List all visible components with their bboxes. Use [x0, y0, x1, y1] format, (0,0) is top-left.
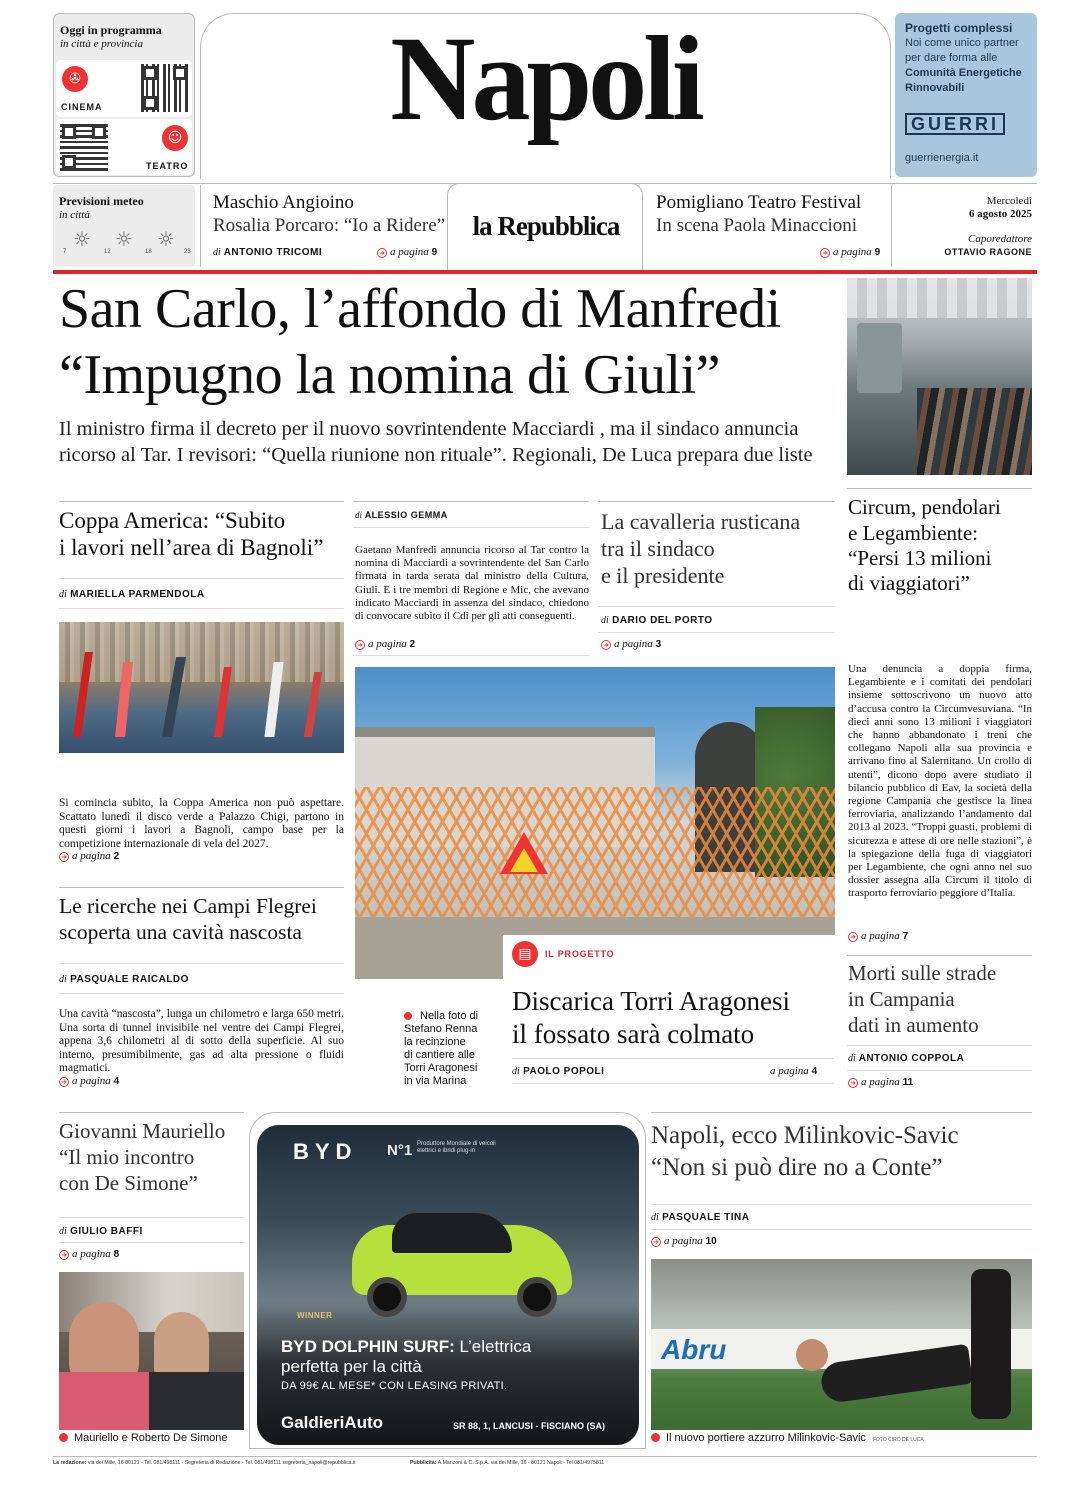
cinema-icon: ✇	[62, 66, 88, 92]
cavalleria-title-1[interactable]: La cavalleria rusticana	[601, 509, 801, 534]
hour-label: 23	[184, 249, 191, 255]
col-rule	[59, 1242, 244, 1243]
col-rule	[59, 887, 344, 888]
footer-rule	[53, 1456, 1037, 1457]
morti-byline: di ANTONIO COPPOLA	[848, 1053, 965, 1064]
ad-line3: per dare forma alle	[905, 52, 998, 64]
promo-apag[interactable]: ➜ a pagina 9	[820, 246, 880, 258]
cavalleria-title-2[interactable]: tra il sindaco	[601, 536, 715, 561]
ad-url[interactable]: guerrienergia.it	[905, 152, 979, 164]
mauriello-title-3[interactable]: con De Simone”	[59, 1171, 198, 1195]
caption-bullet-icon	[59, 1433, 68, 1442]
coppa-title-2[interactable]: i lavori nell’area di Bagnoli”	[59, 535, 324, 560]
weather-box	[53, 185, 195, 267]
ad-line5: Rinnovabili	[905, 82, 965, 94]
ad-line1: Progetti complessi	[905, 21, 1013, 35]
col-rule	[353, 527, 589, 528]
byd-logo: BYD	[293, 1139, 358, 1164]
promo-pomigliano[interactable]	[656, 191, 888, 263]
col-rule	[512, 1058, 834, 1059]
promo-subtitle: Rosalia Porcaro: “Io a Ridere”	[213, 215, 446, 236]
col-rule	[847, 955, 1032, 956]
coppa-title-1[interactable]: Coppa America: “Subito	[59, 508, 286, 533]
coppa-text: Si comincia subito, la Coppa America non può aspettare. Scattato lunedì il disco verde a Palazzo Chigi, partono in questi giorni i lavori a Bagnoli, campo base per la competizione internazionale di vela del 2027.	[59, 797, 344, 850]
bar-divider	[891, 185, 892, 267]
caption-bullet-icon	[651, 1433, 660, 1442]
mauriello-caption: Mauriello e Roberto De Simone	[59, 1432, 227, 1444]
promo-byline: di ANTONIO TRICOMI	[213, 247, 323, 258]
mauriello-byline: di GIULIO BAFFI	[59, 1226, 143, 1237]
col-rule	[651, 1112, 1032, 1113]
coppa-sailing-photo	[59, 622, 344, 753]
weather-title: Previsioni meteo	[59, 194, 144, 208]
circum-apag[interactable]: ➜ a pagina 7	[848, 930, 908, 942]
programma-box	[53, 13, 195, 177]
bar-divider	[200, 185, 201, 267]
circum-title-1[interactable]: Circum, pendolari	[848, 495, 1001, 519]
byd-ad[interactable]	[257, 1125, 639, 1445]
circum-text: Una denuncia a doppia firma, Legambiente e i comitati dei pendolari insieme sottoscrivono un nuovo atto d’accusa contro la Circumvesuviana. “In dieci anni sono 13 milioni i viaggiatori che hanno abbandonato i treni che collegano Napoli alla sua provincia e arrivano fino al Salernitano. Un crollo di utenti”, dicono dopo avere studiato il bilancio pubblico di Eav, la società della regione Campania che gestisce la linea ferroviaria, analizzando l’andamento dal 2013 al 2023. “Troppi guasti, problemi di sicurezza e attese di ore nelle stazioni”, è la spiegazione della fuga di viaggiatori per Legambiente, che ogni anno nel suo dossier assegna alla Circum il titolo di trasporto ferroviario peggiore d’Italia.	[848, 663, 1032, 900]
red-top-rule	[53, 270, 1037, 274]
dealer-address: SR 88, 1, LANCUSI - FISCIANO (SA)	[453, 1421, 606, 1431]
main-deck-2: ricorso al Tar. I revisori: “Quella riunione non rituale”. Regionali, De Luca prepara due liste	[59, 444, 813, 466]
main-headline-2[interactable]: “Impugno la nomina di Giuli”	[59, 344, 720, 406]
campi-text: Una cavità “nascosta”, lunga un chilometro e larga 650 metri. Una sorta di tunnel invisibile nel ventre dei Campi Flegrei, appena 3,6 chilometri al di sotto della superficie. Al suo interno, presumibilmente, gas ad alta pressione o fluidi magmatici.	[59, 1008, 344, 1074]
milinkovic-byline: di PASQUALE TINA	[651, 1212, 750, 1223]
sun-icon: ☼	[157, 227, 175, 251]
discarica-byline: di PAOLO POPOLI	[512, 1066, 605, 1077]
teatro-label: TEATRO	[146, 161, 189, 171]
programma-title: Oggi in programma	[60, 23, 162, 37]
hour-label: 7	[63, 249, 67, 255]
col-rule	[598, 632, 835, 633]
brand-box	[447, 183, 643, 270]
col-rule	[847, 1045, 1032, 1046]
brand-logo: la Repubblica	[472, 211, 620, 241]
coppa-byline: di MARIELLA PARMENDOLA	[59, 589, 205, 600]
campi-title-2[interactable]: scoperta una cavità nascosta	[59, 920, 302, 944]
promo-title: Maschio Angioino	[213, 192, 354, 213]
morti-title-3[interactable]: dati in aumento	[848, 1013, 979, 1037]
col-rule	[651, 1229, 1032, 1230]
coppa-apag[interactable]: ➜ a pagina 2	[59, 850, 119, 862]
main-byline: di ALESSIO GEMMA	[355, 510, 448, 520]
dealer-logo: GaldieriAuto	[281, 1413, 384, 1432]
cavalleria-byline: di DARIO DEL PORTO	[601, 615, 713, 626]
dateline-date: 6 agosto 2025	[969, 208, 1032, 220]
cinema-label: CINEMA	[61, 102, 103, 112]
ad-line4: Comunità Energetiche	[905, 67, 1022, 79]
photo-credit: FOTO CIRO DE LUCA	[872, 1437, 924, 1443]
milinkovic-apag[interactable]: ➜ a pagina 10	[651, 1235, 717, 1247]
discarica-title-2[interactable]: il fossato sarà colmato	[512, 1019, 755, 1049]
byd-headline-2: perfetta per la città	[281, 1357, 422, 1376]
promo-subtitle: In scena Paola Minaccioni	[656, 215, 858, 236]
guerri-ad[interactable]	[895, 13, 1037, 177]
main-apag[interactable]: ➜ a pagina 2	[355, 638, 415, 650]
campi-apag[interactable]: ➜ a pagina 4	[59, 1075, 119, 1087]
milinkovic-title-2[interactable]: “Non si può dire no a Conte”	[651, 1154, 943, 1181]
byd-headline: BYD DOLPHIN SURF: L’elettrica	[281, 1337, 532, 1356]
main-deck-1: Il ministro firma il decreto per il nuovo sovrintendente Macciardi , ma il sindaco annuncia	[59, 418, 799, 440]
main-text: Gaetano Manfredi annuncia ricorso al Tar contro la nomina di Macciardi a sovrintendente del San Carlo firmata in tarda serata dal ministro della Cultura, Giuli. E i tre membri di Regione e Mic, che avevano indicato Macciardi in assenza del sindaco, chiedono di convocare subito il Cdi per gli atti conseguenti.	[355, 544, 589, 623]
mauriello-apag[interactable]: ➜ a pagina 8	[59, 1248, 119, 1260]
milinkovic-photo: Abru	[651, 1259, 1032, 1430]
morti-title-2[interactable]: in Campania	[848, 987, 955, 1011]
dateline	[895, 195, 1032, 259]
caption-bullet-icon	[404, 1012, 412, 1020]
circum-title-3[interactable]: “Persi 13 milioni	[848, 546, 992, 570]
col-rule	[59, 578, 344, 579]
ad-line2: Noi come unico partner	[905, 37, 1019, 49]
masthead-title: Napoli	[390, 11, 701, 146]
main-headline-1[interactable]: San Carlo, l’affondo di Manfredi	[59, 278, 781, 340]
dateline-role: Caporedattore	[968, 233, 1032, 245]
footer-left: La redazione: via dei Mille, 16 80121 - Tel. 081/498111 - Segreteria di Redazione - Tel. 081/498111 segreteria_napoli@repubblica.it	[53, 1460, 356, 1466]
campi-title-1[interactable]: Le ricerche nei Campi Flegrei	[59, 894, 317, 918]
promo-title: Pomigliano Teatro Festival	[656, 192, 862, 213]
col-rule	[59, 1217, 244, 1218]
mauriello-photo	[59, 1272, 244, 1430]
mauriello-title-1[interactable]: Giovanni Mauriello	[59, 1119, 226, 1143]
col-rule	[59, 501, 344, 502]
col-rule	[59, 1112, 244, 1113]
col-rule	[59, 993, 344, 994]
cinema-tile[interactable]	[56, 60, 192, 117]
campi-byline: di PASQUALE RAICALDO	[59, 974, 189, 985]
cavalleria-title-3[interactable]: e il presidente	[601, 563, 725, 588]
promo-apag[interactable]: ➜ a pagina 9	[377, 246, 437, 258]
guerri-logo: GUERRI	[905, 113, 1005, 135]
car-image	[332, 1195, 592, 1315]
progetto-icon: ▤	[512, 941, 538, 967]
footer-right: Pubblicità: A.Manzoni & C. S.p.A. via dei Mille, 16 - 80121 Napoli - Tel 081/4975811	[410, 1460, 605, 1466]
col-rule	[353, 501, 589, 502]
circum-train-photo	[847, 278, 1032, 475]
col-rule	[847, 1070, 1032, 1071]
cinema-qr-icon	[141, 64, 189, 112]
torri-caption: Nella foto di Stefano Renna la recinzione di cantiere alle Torri Aragonesi in via Marina	[404, 1010, 479, 1087]
torri-cantiere-photo	[355, 667, 835, 979]
col-rule	[598, 606, 835, 607]
programma-subtitle: in città e provincia	[60, 38, 143, 50]
mauriello-title-2[interactable]: “Il mio incontro	[59, 1145, 195, 1169]
dateline-day: Mercoledì	[986, 195, 1032, 207]
col-rule	[651, 1204, 1032, 1205]
circum-title-4[interactable]: di viaggiatori”	[848, 571, 970, 595]
byd-offer: DA 99€ AL MESE* CON LEASING PRIVATI.	[281, 1380, 508, 1392]
circum-title-2[interactable]: e Legambiente:	[848, 521, 979, 545]
discarica-apag[interactable]: a pagina 4	[770, 1065, 818, 1077]
col-rule	[353, 655, 589, 656]
teatro-icon: ☺	[162, 125, 188, 151]
teatro-tile[interactable]	[56, 119, 192, 175]
discarica-kicker: IL PROGETTO	[545, 949, 615, 959]
milinkovic-title-1[interactable]: Napoli, ecco Milinkovic-Savic	[651, 1122, 959, 1149]
discarica-title-1[interactable]: Discarica Torri Aragonesi	[512, 986, 791, 1016]
col-rule	[512, 1083, 834, 1084]
morti-title-1[interactable]: Morti sulle strade	[848, 961, 997, 985]
promo-maschio[interactable]	[213, 191, 445, 263]
morti-apag[interactable]: ➜ a pagina 11	[848, 1076, 913, 1088]
cavalleria-apag[interactable]: ➜ a pagina 3	[601, 638, 661, 650]
col-rule	[59, 608, 344, 609]
dateline-name: OTTAVIO RAGONE	[944, 247, 1032, 257]
sun-icon: ☼	[115, 227, 133, 251]
byd-n1-text: Produttore Mondiale di veicoli elettrici e ibridi plug-in	[417, 1141, 496, 1154]
sun-icon: ☼	[73, 227, 91, 251]
byd-n1: N°1	[387, 1142, 413, 1159]
teatro-qr-icon	[60, 123, 108, 171]
hour-label: 12	[104, 249, 111, 255]
col-rule	[59, 963, 344, 964]
weather-subtitle: in città	[59, 209, 90, 221]
hour-label: 18	[145, 249, 152, 255]
col-rule	[847, 488, 1032, 489]
milinkovic-caption: Il nuovo portiere azzurro Milinkovic-Savic FOTO CIRO DE LUCA	[651, 1432, 924, 1444]
col-rule	[598, 501, 835, 502]
winner-badge: WINNER	[297, 1311, 333, 1320]
